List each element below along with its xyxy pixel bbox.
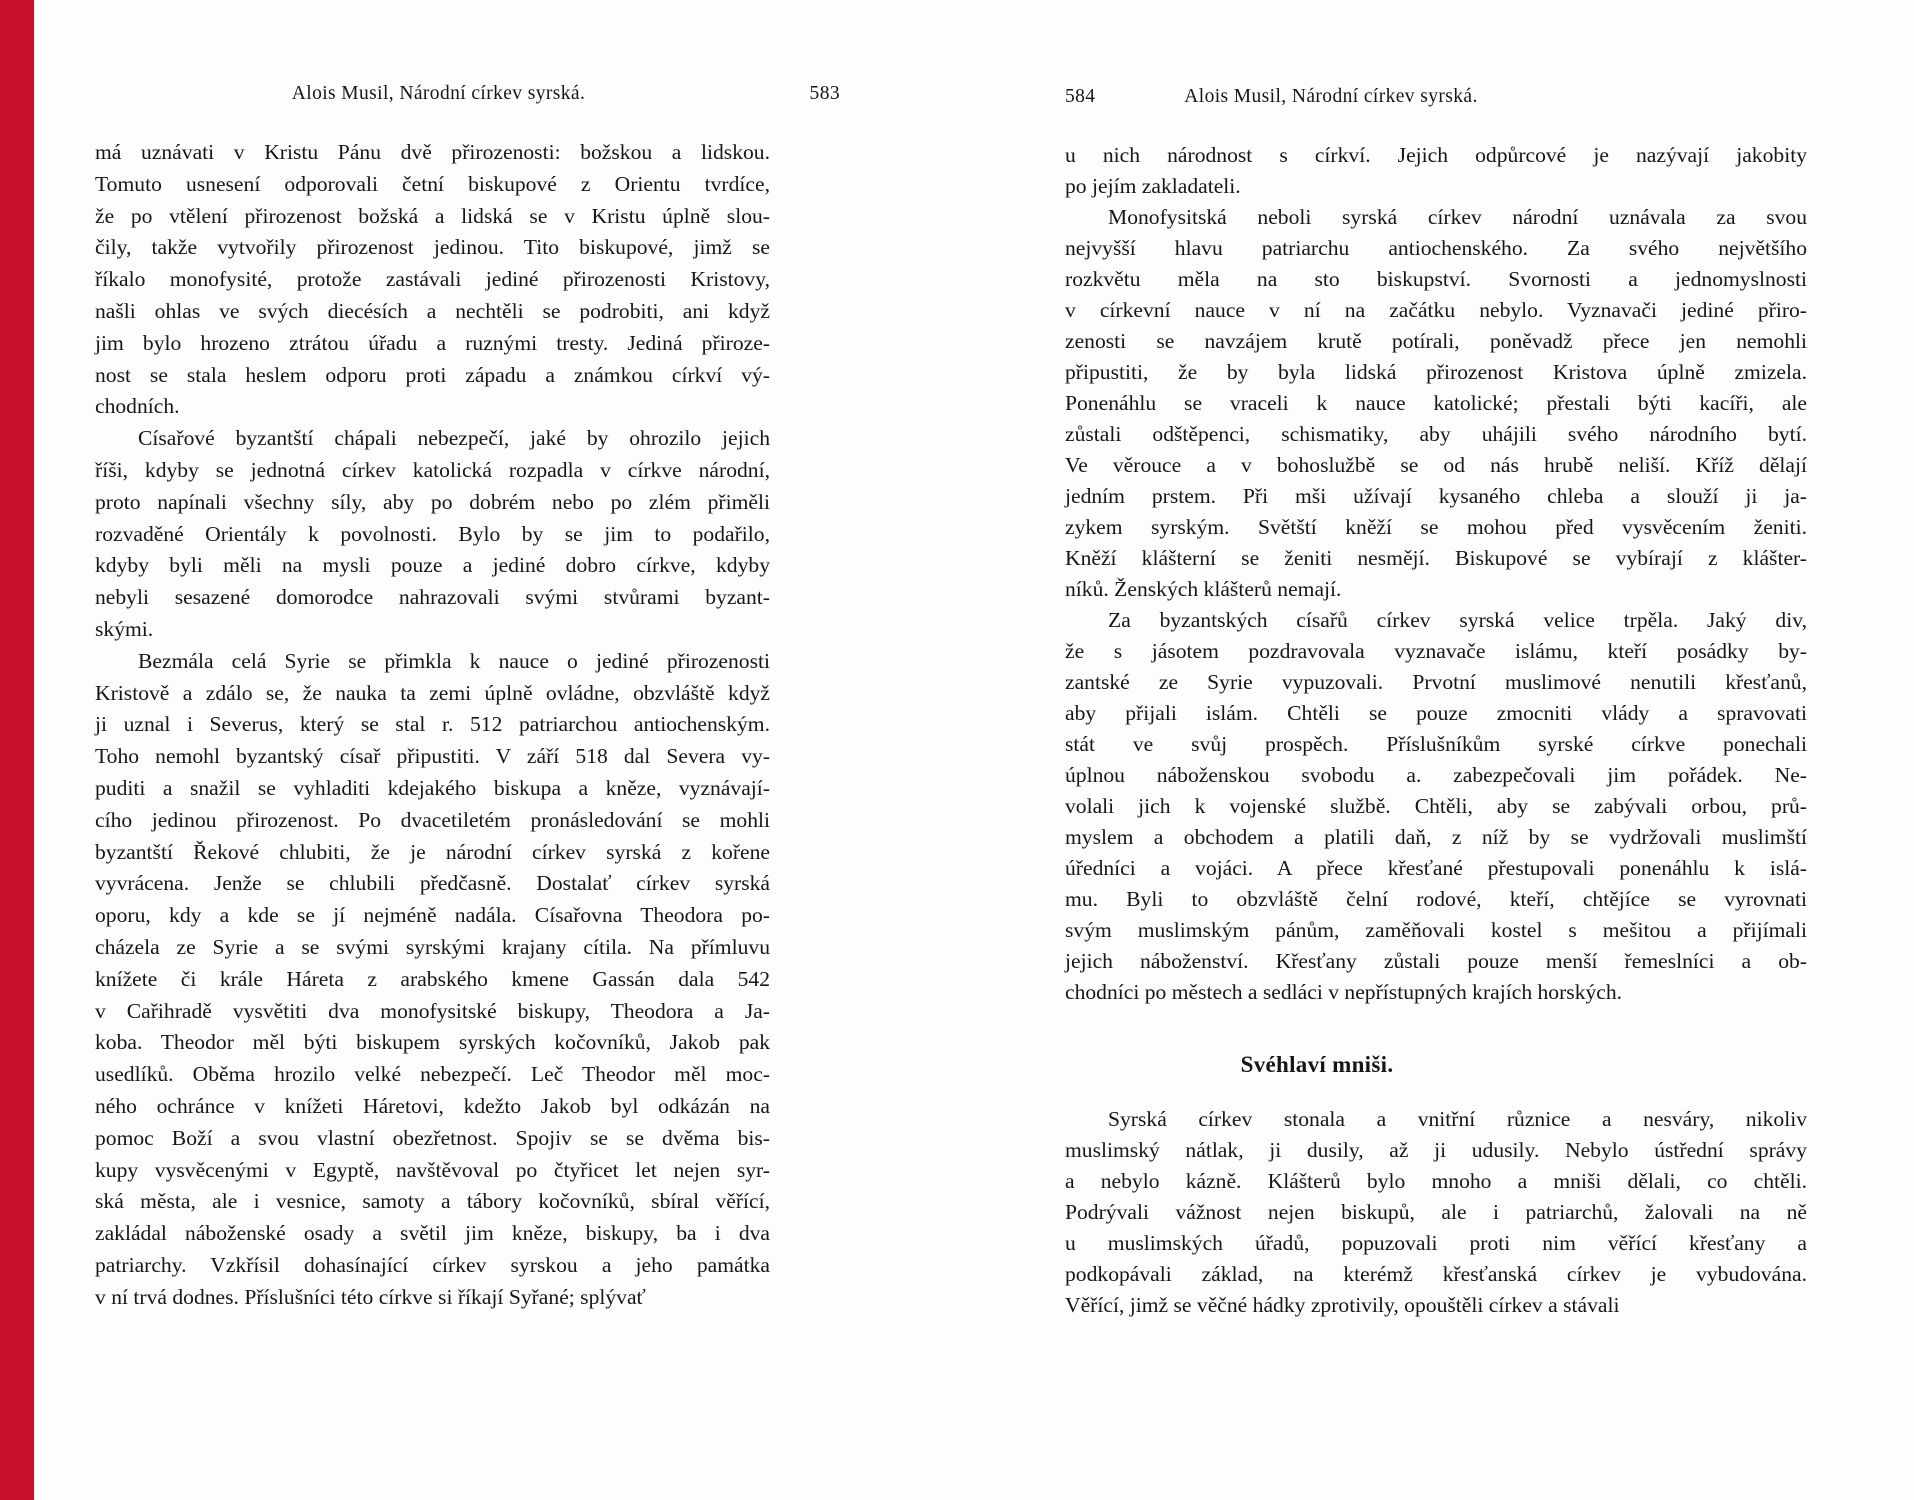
- text-line: nejvyšší hlavu patriarchu antiochenského. Za svého největšího: [1065, 236, 1807, 260]
- paragraph: [1065, 605, 1807, 1008]
- paragraph: [1065, 1104, 1807, 1321]
- text-line: Syrská církev stonala a vnitřní různice a nesváry, nikoliv: [1108, 1107, 1807, 1131]
- text-line: volali jich k vojenské službě. Chtěli, aby se zabývali orbou, prů-: [1065, 794, 1807, 818]
- text-line: čily, takže vytvořily přirozenost jedinou. Tito biskupové, jimž se: [95, 235, 770, 260]
- paragraph: [95, 423, 770, 646]
- text-line: že s jásotem pozdravovala vyznavače islámu, kteří posádky by-: [1065, 639, 1807, 663]
- text-line: Císařové byzantští chápali nebezpečí, jaké by ohrozilo jejich: [138, 426, 770, 451]
- right-page-paragraphs-top: [1065, 140, 1807, 1008]
- text-line: připustiti, že by byla lidská přirozenost Kristova úplně zmizela.: [1065, 360, 1807, 384]
- text-line: Monofysitská neboli syrská církev národní uznávala za svou: [1108, 205, 1807, 229]
- text-line: Věřící, jimž se věčné hádky zprotivily, opouštěli církev a stávali: [1065, 1293, 1620, 1317]
- text-line: zykem syrským. Světští kněží se mohou před vysvěcením ženiti.: [1065, 515, 1807, 539]
- red-edge-strip: [0, 0, 34, 1500]
- text-line: ská města, ale i vesnice, samoty a tábory kočovníků, sbíral věřící,: [95, 1189, 770, 1214]
- text-line: kupy vysvěcenými v Egyptě, navštěvoval po čtyřicet let nejen syr-: [95, 1157, 770, 1182]
- text-line: zůstali odštěpenci, schismatiky, aby uhájili svého národního bytí.: [1065, 422, 1807, 446]
- left-page-body: [95, 137, 770, 1313]
- right-page-body: [1065, 140, 1807, 1321]
- text-line: chodních.: [95, 394, 180, 419]
- text-line: Ponenáhlu se vraceli k nauce katolické; přestali býti kacíři, ale: [1065, 391, 1807, 415]
- right-page-number: 584: [1065, 86, 1096, 107]
- text-line: v Cařihradě vysvětiti dva monofysitské biskupy, Theodora a Ja-: [95, 998, 770, 1023]
- text-line: zakládal náboženské osady a světil jim kněze, biskupy, ba i dva: [95, 1221, 770, 1246]
- text-line: Za byzantských císařů církev syrská velice trpěla. Jaký div,: [1108, 608, 1807, 632]
- paragraph: [95, 646, 770, 1314]
- paragraph: [1065, 140, 1807, 202]
- text-line: aby přijali islám. Chtěli se pouze zmocniti vlády a spravovati: [1065, 701, 1807, 725]
- text-line: ného ochránce v knížeti Háretovi, kdežto Jakob byl odkázán na: [95, 1093, 770, 1118]
- text-line: níků. Ženských klášterů nemají.: [1065, 577, 1342, 601]
- text-line: má uznávati v Kristu Pánu dvě přirozenosti: božskou a lidskou.: [95, 140, 770, 164]
- right-page-header: [1064, 85, 1810, 109]
- left-running-title: Alois Musil, Národní církev syrská.: [291, 83, 586, 104]
- text-line: cího jedinou přirozenost. Po dvacetiletém pronásledování se mohli: [95, 807, 770, 832]
- text-line: patriarchy. Vzkřísil dohasínající církev syrskou a jeho památka: [95, 1252, 770, 1277]
- text-line: cházela ze Syrie a se svými syrskými krajany cítila. Na přímluvu: [95, 934, 770, 959]
- text-line: oporu, kdy a kde se jí nejméně nadála. Císařovna Theodora po-: [95, 903, 770, 928]
- text-line: vyvrácena. Jenže se chlubili předčasně. Dostalať církev syrská: [95, 871, 770, 896]
- text-line: pomoc Boží a svou vlastní obezřetnost. Spojiv se se dvěma bis-: [95, 1125, 770, 1150]
- text-line: říši, kdyby se jednotná církev katolická rozpadla v církve národní,: [95, 457, 770, 482]
- text-line: podkopávali základ, na kterémž křesťanská církev je vybudována.: [1065, 1262, 1807, 1286]
- text-line: Kristově a zdálo se, že nauka ta zemi úplně ovládne, obzvláště když: [95, 680, 770, 705]
- text-line: že po vtělení přirozenost božská a lidská se v Kristu úplně slou-: [95, 203, 770, 228]
- text-line: koba. Theodor měl býti biskupem syrských kočovníků, Jakob pak: [95, 1030, 770, 1055]
- text-line: v ní trvá dodnes. Příslušníci této církve si říkají Syřané; splývať: [95, 1284, 646, 1309]
- text-line: jejich náboženství. Křesťany zůstali pouze menší řemeslníci a ob-: [1065, 949, 1807, 973]
- text-line: u muslimských úřadů, popuzovali proti nim věřící křesťany a: [1065, 1231, 1807, 1255]
- text-line: Toho nemohl byzantský císař připustiti. V září 518 dal Severa vy-: [95, 744, 770, 769]
- text-line: proto napínali všechny síly, aby po dobrém nebo po zlém přiměli: [95, 489, 770, 514]
- text-line: po jejím zakladateli.: [1065, 174, 1241, 198]
- text-line: nost se stala heslem odporu proti západu a známkou církví vý-: [95, 362, 770, 387]
- text-line: nebyli sesazené domorodce nahrazovali svými stvůrami byzant-: [95, 585, 770, 610]
- left-page-number: 583: [809, 83, 840, 104]
- text-line: Podrývali vážnost nejen biskupů, ale i patriarchů, žalovali na ně: [1065, 1200, 1807, 1224]
- section-heading: Svéhlaví mniši.: [1240, 1052, 1394, 1077]
- text-line: jim bylo hrozeno ztrátou úřadu a ruznými tresty. Jediná přiroze-: [95, 330, 770, 355]
- right-running-title: Alois Musil, Národní církev syrská.: [1184, 86, 1478, 107]
- text-line: mu. Byli to obzvláště čelní rodové, kteří, chtějíce se vyrovnati: [1065, 887, 1807, 911]
- text-line: ji uznal i Severus, který se stal r. 512 patriarchou antiochenským.: [95, 712, 770, 737]
- text-line: úplnou náboženskou svobodu a. zabezpečovali jim pořádek. Ne-: [1065, 763, 1807, 787]
- text-line: usedlíků. Oběma hrozilo velké nebezpečí. Leč Theodor měl moc-: [95, 1062, 770, 1087]
- text-line: zenosti se navzájem krutě potírali, poněvadž přece jen nemohli: [1065, 329, 1807, 353]
- text-line: Kněží klášterní se ženiti nesmějí. Biskupové se vybírají z klášter-: [1065, 546, 1807, 570]
- paragraph: [1065, 202, 1807, 605]
- text-line: kdyby byli měli na mysli pouze a jediné dobro církve, kdyby: [95, 553, 770, 578]
- text-line: knížete či krále Háreta z arabského kmene Gassán dala 542: [95, 966, 770, 991]
- text-line: říkalo monofysité, protože zastávali jediné přirozenosti Kristovy,: [95, 267, 770, 292]
- text-line: u nich národnost s církví. Jejich odpůrcové je nazývají jakobity: [1065, 143, 1807, 167]
- text-line: zantské ze Syrie vypuzovali. Prvotní muslimové nenutili křesťanů,: [1065, 670, 1807, 694]
- text-line: puditi a snažil se vyhladiti kdejakého biskupa a kněze, vyznávají-: [95, 775, 770, 800]
- text-line: Ve věrouce a v bohoslužbě se od nás hrubě neliší. Kříž dělají: [1065, 453, 1807, 477]
- paragraph: [95, 137, 770, 423]
- text-line: v církevní nauce v ní na začátku nebylo. Vyznavači jediné přiro-: [1065, 298, 1807, 322]
- text-line: muslimský nátlak, ji dusily, až ji udusily. Nebylo ústřední správy: [1065, 1138, 1807, 1162]
- text-line: byzantští Řekové chlubiti, že je národní církev syrská z kořene: [95, 839, 770, 864]
- text-line: úředníci a vojáci. A přece křesťané přestupovali ponenáhlu k islá-: [1065, 856, 1807, 880]
- text-line: našli ohlas ve svých diecésích a nechtěli se podrobiti, ani když: [95, 298, 770, 323]
- left-page-header: [95, 82, 840, 106]
- text-line: a nebylo kázně. Klášterů bylo mnoho a mniši dělali, co chtěli.: [1065, 1169, 1807, 1193]
- text-line: myslem a obchodem a platili daň, z níž by se vydržovali muslimští: [1065, 825, 1807, 849]
- text-line: svým muslimským pánům, zaměňovali kostel s mešitou a přijímali: [1065, 918, 1807, 942]
- text-line: Tomuto usnesení odporovali četní biskupové z Orientu tvrdíce,: [95, 171, 770, 196]
- text-line: Bezmála celá Syrie se přimkla k nauce o jediné přirozenosti: [138, 648, 770, 673]
- text-line: rozvaděné Orientály k povolnosti. Bylo by se jim to podařilo,: [95, 521, 770, 546]
- text-line: skými.: [95, 616, 154, 641]
- right-page-paragraphs-bottom: [1065, 1104, 1807, 1321]
- text-line: chodníci po městech a sedláci v nepřístupných krajích horských.: [1065, 980, 1623, 1004]
- text-line: stát ve svůj prospěch. Příslušníkům syrské církve ponechali: [1065, 732, 1807, 756]
- text-line: jedním prstem. Při mši užívají kysaného chleba a slouží ji ja-: [1065, 484, 1807, 508]
- text-line: rozkvětu měla na sto biskupství. Svornosti a jednomyslnosti: [1065, 267, 1807, 291]
